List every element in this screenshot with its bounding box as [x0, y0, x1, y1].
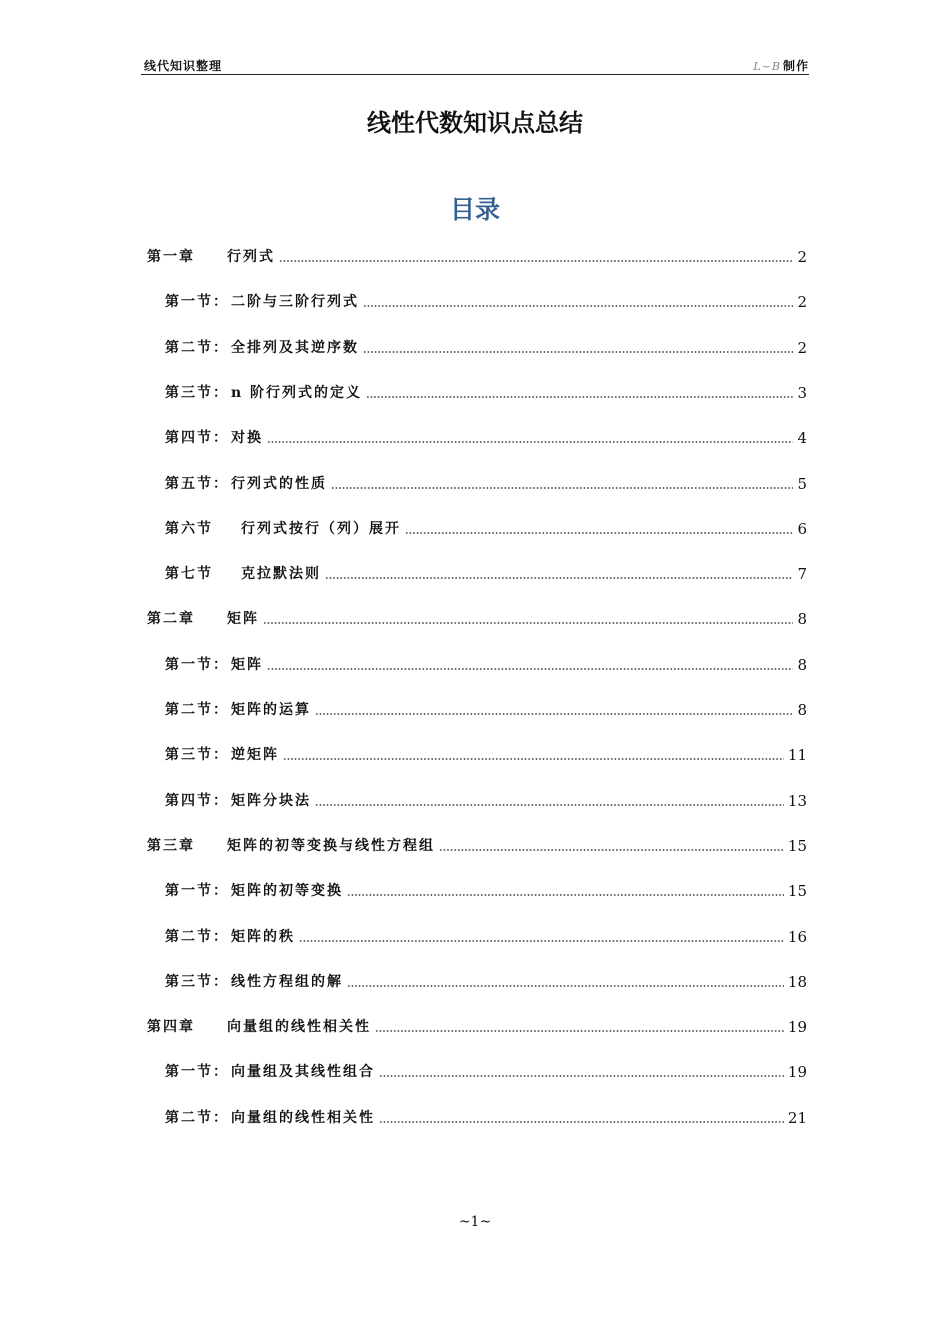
toc-entry-section[interactable]	[165, 654, 807, 674]
toc-entry-label	[147, 246, 275, 266]
toc-entry-label	[165, 1107, 375, 1127]
toc-entry-section[interactable]	[165, 563, 807, 583]
toc-dot-leader	[379, 1075, 784, 1077]
header-right-text: 制作	[782, 59, 809, 73]
page-header	[141, 56, 809, 75]
toc-entry-text: 矩阵	[231, 657, 263, 673]
toc-entry-number: 第二节：	[165, 340, 229, 356]
toc-page-number: 3	[797, 384, 807, 402]
toc-entry-label	[165, 971, 343, 991]
toc-heading: 目录	[449, 195, 500, 224]
toc-page-number: 2	[797, 293, 807, 311]
toc-entry-number: 第一章	[147, 249, 195, 265]
toc-entry-section[interactable]	[165, 473, 807, 493]
toc-entry-label	[165, 382, 362, 402]
toc-entry-label	[165, 744, 279, 764]
toc-entry-chapter[interactable]	[147, 1016, 807, 1036]
toc-dot-leader	[363, 305, 793, 307]
toc-entry-text: 克拉默法则	[241, 566, 321, 582]
toc-entry-number: 第一节：	[165, 294, 229, 310]
author-signature: L~B	[753, 60, 781, 73]
toc-page-number: 19	[787, 1018, 807, 1036]
toc-entry-section[interactable]	[165, 382, 807, 402]
toc-entry-label	[165, 427, 263, 447]
toc-entry-number: 第五节：	[165, 476, 229, 492]
toc-dot-leader	[283, 758, 784, 760]
toc-entry-label	[165, 654, 263, 674]
toc-entry-text: 矩阵的运算	[231, 702, 311, 718]
toc-page-number: 8	[797, 610, 807, 628]
toc-entry-number: 第二节：	[165, 702, 229, 718]
toc-entry-number: 第七节	[165, 566, 213, 582]
toc-entry-label	[165, 473, 327, 493]
toc-entry-text: 全排列及其逆序数	[231, 340, 359, 356]
toc-page-number: 6	[797, 520, 807, 538]
toc-dot-leader	[405, 532, 793, 534]
toc-page-number: 8	[797, 701, 807, 719]
toc-page-number: 15	[787, 837, 807, 855]
toc-entry-label	[165, 699, 311, 719]
toc-entry-number: 第一节：	[165, 883, 229, 899]
toc-dot-leader	[299, 940, 784, 942]
toc-entry-text: 矩阵的初等变换	[231, 883, 343, 899]
toc-page-number: 11	[787, 746, 807, 764]
toc-entry-number: 第六节	[165, 521, 213, 537]
toc-page-number: 7	[797, 565, 807, 583]
toc-entry-number: 第四章	[147, 1019, 195, 1035]
toc-page-number: 8	[797, 656, 807, 674]
toc-entry-label	[165, 790, 311, 810]
toc-entry-text: 向量组及其线性组合	[231, 1064, 375, 1080]
toc-entry-section[interactable]	[165, 291, 807, 311]
toc-entry-number: 第四节：	[165, 430, 229, 446]
toc-entry-text: 矩阵的秩	[231, 929, 295, 945]
document-title: 线性代数知识点总结	[367, 109, 583, 137]
toc-entry-number: 第二章	[147, 611, 195, 627]
toc-entry-section[interactable]	[165, 1061, 807, 1081]
toc-entry-text: 向量组的线性相关性	[231, 1110, 375, 1126]
toc-dot-leader	[366, 396, 793, 398]
toc-entry-number: 第三章	[147, 838, 195, 854]
toc-entry-chapter[interactable]	[147, 608, 807, 628]
toc-entry-text: 逆矩阵	[231, 747, 279, 763]
toc-entry-text: 行列式按行（列）展开	[241, 521, 401, 537]
toc-entry-number: 第二节：	[165, 929, 229, 945]
toc-entry-number: 第一节：	[165, 1064, 229, 1080]
toc-dot-leader	[347, 985, 784, 987]
toc-entry-text: 向量组的线性相关性	[227, 1019, 371, 1035]
toc-entry-number: 第四节：	[165, 793, 229, 809]
toc-entry-number: 第一节：	[165, 657, 229, 673]
toc-dot-leader	[315, 804, 784, 806]
toc-entry-number: 第三节：	[165, 974, 229, 990]
toc-dot-leader	[325, 577, 793, 579]
toc-entry-text: 矩阵	[227, 611, 259, 627]
toc-entry-text: 对换	[231, 430, 263, 446]
header-left-text: 线代知识整理	[144, 59, 223, 73]
toc-entry-section[interactable]	[165, 926, 807, 946]
toc-entry-section[interactable]	[165, 699, 807, 719]
toc-page-number: 18	[787, 973, 807, 991]
toc-entry-label	[165, 563, 321, 583]
toc-entry-section[interactable]	[165, 790, 807, 810]
toc-page-number: 2	[797, 248, 807, 266]
toc-page-number: 15	[787, 882, 807, 900]
toc-dot-leader	[267, 668, 793, 670]
page-number-footer: ~1~	[458, 1214, 492, 1230]
toc-entry-label	[147, 1016, 371, 1036]
toc-entry-section[interactable]	[165, 518, 807, 538]
toc-page-number: 2	[797, 339, 807, 357]
toc-entry-label	[147, 835, 435, 855]
toc-entry-chapter[interactable]	[147, 246, 807, 266]
toc-entry-section[interactable]	[165, 744, 807, 764]
toc-entry-number: 第二节：	[165, 1110, 229, 1126]
toc-entry-section[interactable]	[165, 337, 807, 357]
toc-entry-label	[165, 1061, 375, 1081]
toc-entry-text: 矩阵分块法	[231, 793, 311, 809]
toc-entry-number: 第三节：	[165, 385, 229, 401]
header-right	[753, 57, 809, 74]
toc-entry-label	[165, 880, 343, 900]
toc-page-number: 5	[797, 475, 807, 493]
toc-dot-leader	[379, 1121, 784, 1123]
toc-page-number: 19	[787, 1063, 807, 1081]
toc-entry-label	[147, 608, 259, 628]
toc-entry-section[interactable]	[165, 427, 807, 447]
toc-entry-section[interactable]	[165, 880, 807, 900]
toc-dot-leader	[331, 487, 793, 489]
toc-entry-label	[165, 337, 359, 357]
toc-entry-text: 行列式的性质	[231, 476, 327, 492]
toc-dot-leader	[267, 441, 793, 443]
toc-entry-text: n 阶行列式的定义	[231, 385, 363, 401]
toc-dot-leader	[279, 260, 793, 262]
toc-page-number: 13	[787, 792, 807, 810]
toc-dot-leader	[347, 894, 784, 896]
toc-entry-label	[165, 291, 359, 311]
toc-entry-text: 行列式	[227, 249, 275, 265]
toc-dot-leader	[263, 622, 793, 624]
toc-entry-label	[165, 518, 401, 538]
toc-entry-number: 第三节：	[165, 747, 229, 763]
toc-dot-leader	[363, 351, 793, 353]
toc-entry-text: 矩阵的初等变换与线性方程组	[227, 838, 435, 854]
toc-entry-chapter[interactable]	[147, 835, 807, 855]
toc-entry-label	[165, 926, 295, 946]
toc-entry-text: 线性方程组的解	[231, 974, 343, 990]
toc-entry-text: 二阶与三阶行列式	[231, 294, 359, 310]
toc-page-number: 4	[797, 429, 807, 447]
toc-page-number: 16	[787, 928, 807, 946]
toc-entry-section[interactable]	[165, 1107, 807, 1127]
toc-page-number: 21	[787, 1109, 807, 1127]
toc-dot-leader	[315, 713, 793, 715]
toc-dot-leader	[375, 1030, 784, 1032]
toc-entry-section[interactable]	[165, 971, 807, 991]
toc-dot-leader	[439, 849, 784, 851]
